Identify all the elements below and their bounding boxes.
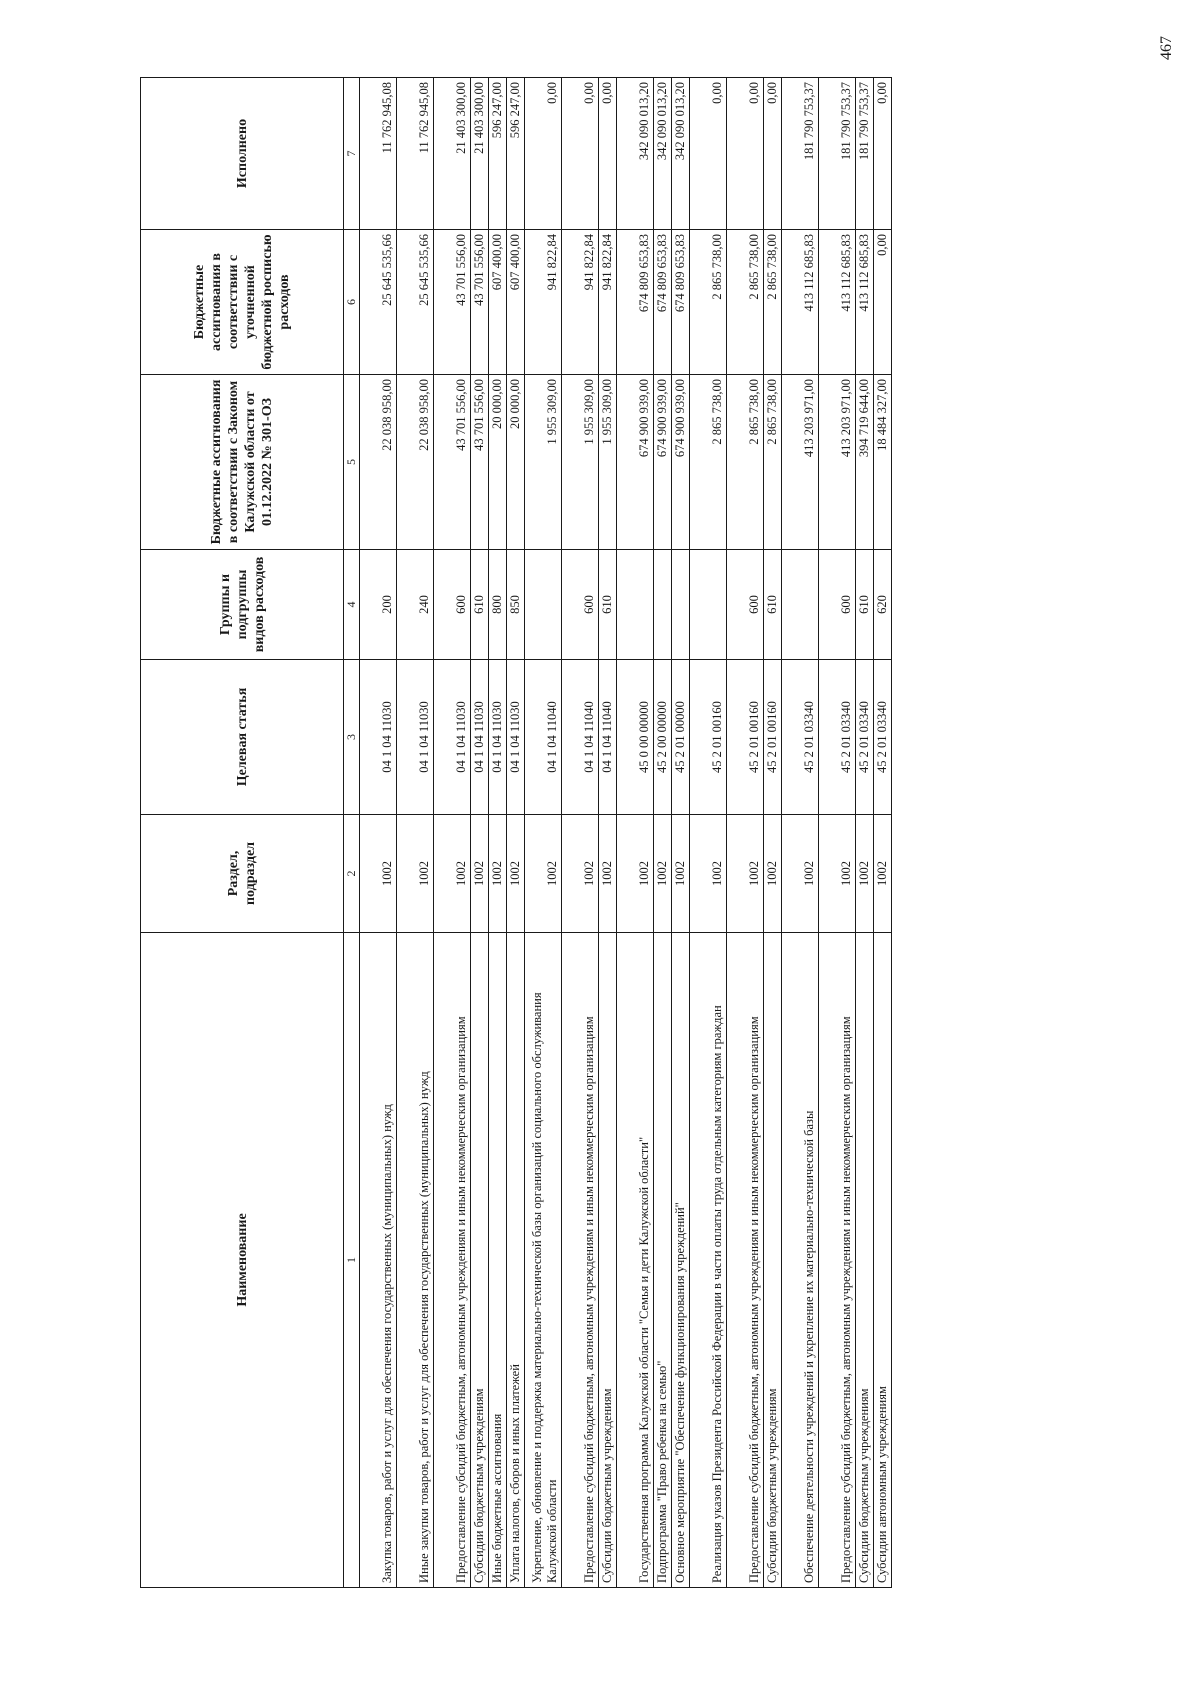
row-executed-amount: 11 762 945,08 bbox=[397, 78, 434, 230]
row-law-amount: 2 865 738,00 bbox=[690, 375, 727, 550]
row-revised-amount: 607 400,00 bbox=[507, 230, 525, 375]
row-name: Субсидии бюджетным учреждениям bbox=[471, 933, 489, 1588]
row-law-amount: 20 000,00 bbox=[507, 375, 525, 550]
row-revised-amount: 674 809 653,83 bbox=[672, 230, 690, 375]
table-row bbox=[434, 78, 471, 1588]
table-row bbox=[562, 78, 599, 1588]
row-group: 610 bbox=[471, 550, 489, 660]
row-name: Основное мероприятие "Обеспечение функционирования учреждений" bbox=[672, 933, 690, 1588]
row-executed-amount: 0,00 bbox=[690, 78, 727, 230]
row-section: 1002 bbox=[507, 815, 525, 933]
row-name: Подпрограмма "Право ребенка на семью" bbox=[654, 933, 672, 1588]
row-law-amount: 394 719 644,00 bbox=[856, 375, 874, 550]
row-executed-amount: 0,00 bbox=[525, 78, 562, 230]
row-revised-amount: 25 645 535,66 bbox=[397, 230, 434, 375]
row-revised-amount: 941 822,84 bbox=[599, 230, 617, 375]
row-article: 45 2 01 03340 bbox=[856, 660, 874, 815]
row-name: Уплата налогов, сборов и иных платежей bbox=[507, 933, 525, 1588]
table-row bbox=[874, 78, 892, 1588]
row-law-amount: 20 000,00 bbox=[489, 375, 507, 550]
row-executed-amount: 181 790 753,37 bbox=[856, 78, 874, 230]
header-number: 4 bbox=[344, 550, 360, 660]
row-section: 1002 bbox=[471, 815, 489, 933]
row-executed-amount: 0,00 bbox=[764, 78, 782, 230]
row-revised-amount: 2 865 738,00 bbox=[727, 230, 764, 375]
row-name: Предоставление субсидий бюджетным, автономным учреждениям и иным некоммерческим организациям bbox=[434, 933, 471, 1588]
row-article: 04 1 04 11030 bbox=[434, 660, 471, 815]
row-article: 45 2 01 03340 bbox=[782, 660, 819, 815]
row-group: 800 bbox=[489, 550, 507, 660]
header-number: 2 bbox=[344, 815, 360, 933]
row-name: Субсидии автономным учреждениям bbox=[874, 933, 892, 1588]
row-section: 1002 bbox=[360, 815, 397, 933]
row-law-amount: 2 865 738,00 bbox=[764, 375, 782, 550]
table-row bbox=[489, 78, 507, 1588]
header-number-row bbox=[344, 78, 360, 1588]
row-name: Субсидии бюджетным учреждениям bbox=[599, 933, 617, 1588]
row-name: Субсидии бюджетным учреждениям bbox=[856, 933, 874, 1588]
row-executed-amount: 342 090 013,20 bbox=[672, 78, 690, 230]
row-group bbox=[782, 550, 819, 660]
table-row bbox=[654, 78, 672, 1588]
row-group: 240 bbox=[397, 550, 434, 660]
table-row bbox=[471, 78, 489, 1588]
row-executed-amount: 21 403 300,00 bbox=[471, 78, 489, 230]
row-executed-amount: 181 790 753,37 bbox=[819, 78, 856, 230]
row-revised-amount: 941 822,84 bbox=[525, 230, 562, 375]
table-row bbox=[617, 78, 654, 1588]
row-revised-amount: 413 112 685,83 bbox=[819, 230, 856, 375]
header-number: 5 bbox=[344, 375, 360, 550]
row-section: 1002 bbox=[562, 815, 599, 933]
budget-table bbox=[140, 77, 892, 1588]
row-revised-amount: 941 822,84 bbox=[562, 230, 599, 375]
row-law-amount: 2 865 738,00 bbox=[727, 375, 764, 550]
row-section: 1002 bbox=[782, 815, 819, 933]
row-name: Предоставление субсидий бюджетным, автономным учреждениям и иным некоммерческим организациям bbox=[562, 933, 599, 1588]
page-number: 467 bbox=[1158, 36, 1175, 60]
table-row bbox=[856, 78, 874, 1588]
row-name: Иные бюджетные ассигнования bbox=[489, 933, 507, 1588]
row-section: 1002 bbox=[489, 815, 507, 933]
table-row bbox=[397, 78, 434, 1588]
row-article: 45 2 01 03340 bbox=[819, 660, 856, 815]
row-section: 1002 bbox=[874, 815, 892, 933]
row-name: Укрепление, обновление и поддержка материально-технической базы организаций социального обслуживания Калужской области bbox=[525, 933, 562, 1588]
row-group: 620 bbox=[874, 550, 892, 660]
row-law-amount: 1 955 309,00 bbox=[599, 375, 617, 550]
row-name: Предоставление субсидий бюджетным, автономным учреждениям и иным некоммерческим организациям bbox=[727, 933, 764, 1588]
table-row bbox=[360, 78, 397, 1588]
row-executed-amount: 342 090 013,20 bbox=[654, 78, 672, 230]
row-section: 1002 bbox=[819, 815, 856, 933]
table-row bbox=[690, 78, 727, 1588]
row-article: 04 1 04 11040 bbox=[562, 660, 599, 815]
row-article: 45 2 01 00160 bbox=[764, 660, 782, 815]
row-law-amount: 674 900 939,00 bbox=[617, 375, 654, 550]
table-row bbox=[819, 78, 856, 1588]
row-revised-amount: 43 701 556,00 bbox=[471, 230, 489, 375]
row-group bbox=[617, 550, 654, 660]
row-revised-amount: 413 112 685,83 bbox=[856, 230, 874, 375]
row-revised-amount: 25 645 535,66 bbox=[360, 230, 397, 375]
row-executed-amount: 596 247,00 bbox=[489, 78, 507, 230]
row-law-amount: 18 484 327,00 bbox=[874, 375, 892, 550]
row-law-amount: 22 038 958,00 bbox=[360, 375, 397, 550]
header-revised: Бюджетные ассигнования в соответствии с уточненной бюджетной росписью расходов bbox=[141, 230, 344, 375]
row-group: 610 bbox=[856, 550, 874, 660]
row-group bbox=[672, 550, 690, 660]
row-executed-amount: 21 403 300,00 bbox=[434, 78, 471, 230]
row-name: Субсидии бюджетным учреждениям bbox=[764, 933, 782, 1588]
header-section: Раздел, подраздел bbox=[141, 815, 344, 933]
header-number: 3 bbox=[344, 660, 360, 815]
row-article: 04 1 04 11030 bbox=[471, 660, 489, 815]
row-group: 600 bbox=[819, 550, 856, 660]
row-executed-amount: 0,00 bbox=[727, 78, 764, 230]
row-group: 610 bbox=[764, 550, 782, 660]
row-name: Закупка товаров, работ и услуг для обеспечения государственных (муниципальных) нужд bbox=[360, 933, 397, 1588]
row-revised-amount: 0,00 bbox=[874, 230, 892, 375]
row-executed-amount: 596 247,00 bbox=[507, 78, 525, 230]
row-executed-amount: 181 790 753,37 bbox=[782, 78, 819, 230]
header-article: Целевая статья bbox=[141, 660, 344, 815]
row-group bbox=[690, 550, 727, 660]
row-law-amount: 43 701 556,00 bbox=[471, 375, 489, 550]
row-group bbox=[525, 550, 562, 660]
row-section: 1002 bbox=[525, 815, 562, 933]
row-article: 04 1 04 11040 bbox=[525, 660, 562, 815]
header-row bbox=[141, 78, 344, 1588]
row-section: 1002 bbox=[654, 815, 672, 933]
row-group: 600 bbox=[727, 550, 764, 660]
row-group: 850 bbox=[507, 550, 525, 660]
header-number: 1 bbox=[344, 933, 360, 1588]
table-row bbox=[507, 78, 525, 1588]
row-name: Обеспечение деятельности учреждений и укрепление их материально-технической базы bbox=[782, 933, 819, 1588]
row-executed-amount: 0,00 bbox=[599, 78, 617, 230]
header-group: Группы и подгруппы видов расходов bbox=[141, 550, 344, 660]
row-article: 04 1 04 11040 bbox=[599, 660, 617, 815]
row-section: 1002 bbox=[856, 815, 874, 933]
row-section: 1002 bbox=[434, 815, 471, 933]
row-article: 45 2 01 00160 bbox=[727, 660, 764, 815]
table-row bbox=[727, 78, 764, 1588]
row-executed-amount: 11 762 945,08 bbox=[360, 78, 397, 230]
row-law-amount: 22 038 958,00 bbox=[397, 375, 434, 550]
budget-sheet bbox=[140, 78, 980, 1588]
row-executed-amount: 0,00 bbox=[562, 78, 599, 230]
header-executed: Исполнено bbox=[141, 78, 344, 230]
row-section: 1002 bbox=[764, 815, 782, 933]
row-section: 1002 bbox=[690, 815, 727, 933]
row-law-amount: 413 203 971,00 bbox=[819, 375, 856, 550]
row-group: 600 bbox=[562, 550, 599, 660]
row-revised-amount: 674 809 653,83 bbox=[617, 230, 654, 375]
row-law-amount: 1 955 309,00 bbox=[525, 375, 562, 550]
row-law-amount: 1 955 309,00 bbox=[562, 375, 599, 550]
row-article: 45 0 00 00000 bbox=[617, 660, 654, 815]
table-row bbox=[764, 78, 782, 1588]
row-law-amount: 43 701 556,00 bbox=[434, 375, 471, 550]
row-revised-amount: 2 865 738,00 bbox=[764, 230, 782, 375]
row-section: 1002 bbox=[617, 815, 654, 933]
row-article: 45 2 00 00000 bbox=[654, 660, 672, 815]
row-law-amount: 413 203 971,00 bbox=[782, 375, 819, 550]
row-revised-amount: 674 809 653,83 bbox=[654, 230, 672, 375]
row-name: Государственная программа Калужской области "Семья и дети Калужской области" bbox=[617, 933, 654, 1588]
row-article: 04 1 04 11030 bbox=[489, 660, 507, 815]
row-section: 1002 bbox=[599, 815, 617, 933]
header-law: Бюджетные ассигнования в соответствии с Законом Калужской области от 01.12.2022 № 301-ОЗ bbox=[141, 375, 344, 550]
row-section: 1002 bbox=[397, 815, 434, 933]
row-group: 200 bbox=[360, 550, 397, 660]
row-executed-amount: 0,00 bbox=[874, 78, 892, 230]
table-row bbox=[599, 78, 617, 1588]
table-row bbox=[525, 78, 562, 1588]
row-article: 04 1 04 11030 bbox=[360, 660, 397, 815]
row-law-amount: 674 900 939,00 bbox=[672, 375, 690, 550]
row-name: Иные закупки товаров, работ и услуг для обеспечения государственных (муниципальных) нужд bbox=[397, 933, 434, 1588]
row-revised-amount: 2 865 738,00 bbox=[690, 230, 727, 375]
row-revised-amount: 43 701 556,00 bbox=[434, 230, 471, 375]
row-article: 45 2 01 00160 bbox=[690, 660, 727, 815]
row-article: 04 1 04 11030 bbox=[507, 660, 525, 815]
row-name: Реализация указов Президента Российской Федерации в части оплаты труда отдельным категориям граждан bbox=[690, 933, 727, 1588]
row-group bbox=[654, 550, 672, 660]
row-group: 600 bbox=[434, 550, 471, 660]
table-row bbox=[782, 78, 819, 1588]
row-section: 1002 bbox=[727, 815, 764, 933]
row-article: 45 2 01 00000 bbox=[672, 660, 690, 815]
row-revised-amount: 607 400,00 bbox=[489, 230, 507, 375]
row-executed-amount: 342 090 013,20 bbox=[617, 78, 654, 230]
row-group: 610 bbox=[599, 550, 617, 660]
row-name: Предоставление субсидий бюджетным, автономным учреждениям и иным некоммерческим организациям bbox=[819, 933, 856, 1588]
row-section: 1002 bbox=[672, 815, 690, 933]
row-revised-amount: 413 112 685,83 bbox=[782, 230, 819, 375]
header-number: 7 bbox=[344, 78, 360, 230]
row-law-amount: 674 900 939,00 bbox=[654, 375, 672, 550]
row-article: 04 1 04 11030 bbox=[397, 660, 434, 815]
header-name: Наименование bbox=[141, 933, 344, 1588]
header-number: 6 bbox=[344, 230, 360, 375]
table-row bbox=[672, 78, 690, 1588]
row-article: 45 2 01 03340 bbox=[874, 660, 892, 815]
